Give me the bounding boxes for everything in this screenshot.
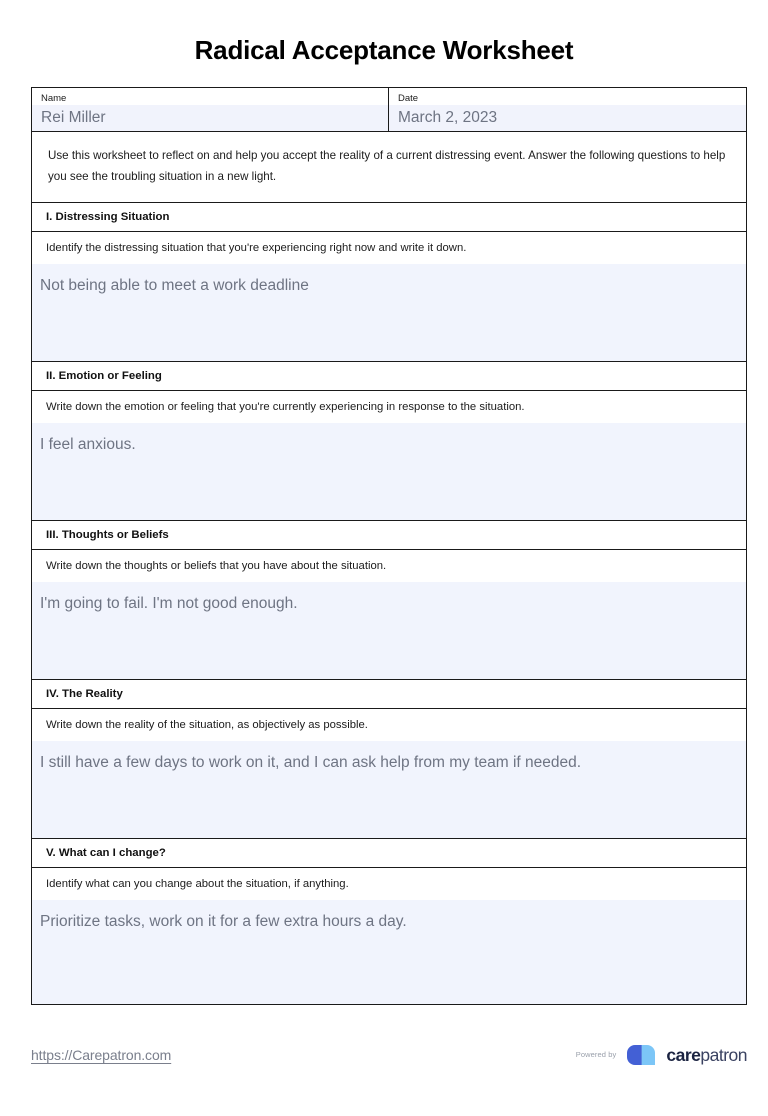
carepatron-branding	[576, 1042, 747, 1068]
carepatron-logo-icon	[624, 1042, 658, 1068]
section-answer-area-2[interactable]	[32, 423, 746, 521]
section-heading-3: III. Thoughts or Beliefs	[32, 521, 746, 550]
section-heading-4: IV. The Reality	[32, 680, 746, 709]
section-answer-text-2: I feel anxious.	[40, 436, 136, 453]
instructions-block	[32, 132, 746, 203]
page-footer	[31, 1038, 747, 1072]
section-prompt-5: Identify what can you change about the situation, if anything.	[32, 868, 746, 900]
section-answer-area-4[interactable]	[32, 741, 746, 839]
section-answer-text-5: Prioritize tasks, work on it for a few extra hours a day.	[40, 913, 407, 930]
date-cell	[389, 88, 746, 131]
section-heading-5: V. What can I change?	[32, 839, 746, 868]
name-cell	[32, 88, 389, 131]
page-title: Radical Acceptance Worksheet	[194, 35, 574, 65]
section-heading-1: I. Distressing Situation	[32, 203, 746, 232]
section-answer-text-3: I'm going to fail. I'm not good enough.	[40, 595, 298, 612]
section-prompt-2: Write down the emotion or feeling that you're currently experiencing in response to the situation.	[32, 391, 746, 423]
section-heading-2: II. Emotion or Feeling	[32, 362, 746, 391]
section-answer-area-1[interactable]	[32, 264, 746, 362]
worksheet-table	[31, 87, 747, 1005]
carepatron-url-link[interactable]: https://Carepatron.com	[31, 1047, 172, 1063]
date-label: Date	[398, 93, 419, 104]
wordmark-patron: patron	[700, 1045, 747, 1065]
name-field[interactable]: Rei Miller	[32, 105, 388, 131]
instructions-text: Use this worksheet to reflect on and help you accept the reality of a current distressing event. Answer the following questions to help you see the troubling situation in a new light.	[48, 149, 726, 183]
date-field[interactable]: March 2, 2023	[389, 105, 746, 131]
section-answer-area-3[interactable]	[32, 582, 746, 680]
wordmark-care: care	[666, 1045, 701, 1065]
name-label: Name	[41, 93, 67, 104]
powered-by-label: Powered by	[575, 1049, 617, 1059]
section-prompt-3: Write down the thoughts or beliefs that you have about the situation.	[32, 550, 746, 582]
section-answer-text-4: I still have a few days to work on it, and I can ask help from my team if needed.	[40, 754, 582, 771]
carepatron-wordmark	[666, 1045, 747, 1065]
section-prompt-1: Identify the distressing situation that you're experiencing right now and write it down.	[32, 232, 746, 264]
section-answer-text-1: Not being able to meet a work deadline	[40, 277, 309, 294]
identity-row	[32, 88, 746, 132]
section-answer-area-5[interactable]	[32, 900, 746, 1004]
section-prompt-4: Write down the reality of the situation, as objectively as possible.	[32, 709, 746, 741]
